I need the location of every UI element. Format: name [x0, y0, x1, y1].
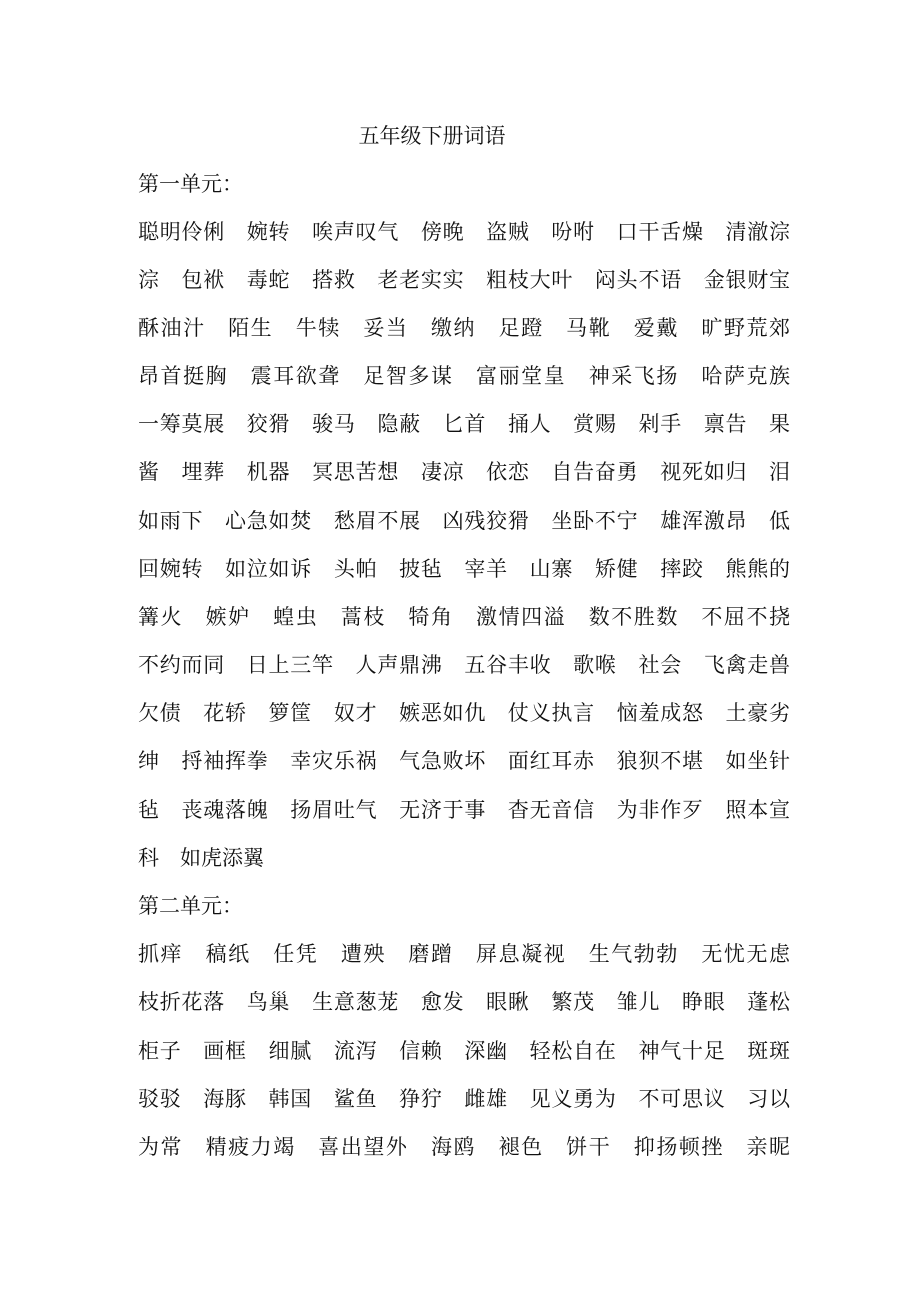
unit1-word-line: 酥油汁 陌生 牛犊 妥当 缴纳 足蹬 马靴 爱戴 旷野荒郊	[138, 316, 790, 340]
unit1-word-line: 科 如虎添翼	[138, 846, 264, 870]
unit2-word-line: 抓痒 稿纸 任凭 遭殃 磨蹭 屏息凝视 生气勃勃 无忧无虑	[138, 942, 790, 966]
unit1-word-line: 回婉转 如泣如诉 头帕 披毡 宰羊 山寨 矫健 摔跤 熊熊的	[138, 557, 790, 581]
unit2-word-line: 枝折花落 鸟巢 生意葱茏 愈发 眼瞅 繁茂 雏儿 睁眼 蓬松	[138, 990, 790, 1014]
unit1-word-line: 酱 埋葬 机器 冥思苦想 凄凉 依恋 自告奋勇 视死如归 泪	[138, 460, 790, 484]
unit2-heading: 第二单元：	[138, 894, 243, 918]
unit1-word-line: 聪明伶俐 婉转 唉声叹气 傍晚 盗贼 吩咐 口干舌燥 清澈淙	[138, 220, 790, 244]
unit2-word-line: 柜子 画框 细腻 流泻 信赖 深幽 轻松自在 神气十足 斑斑	[138, 1039, 790, 1063]
unit1-heading: 第一单元：	[138, 172, 243, 196]
unit1-word-line: 毡 丧魂落魄 扬眉吐气 无济于事 杳无音信 为非作歹 照本宣	[138, 798, 790, 822]
unit1-word-line: 欠债 花轿 箩筐 奴才 嫉恶如仇 仗义执言 恼羞成怒 土豪劣	[138, 701, 790, 725]
unit1-word-line: 淙 包袱 毒蛇 搭救 老老实实 粗枝大叶 闷头不语 金银财宝	[138, 268, 790, 292]
unit2-word-line: 驳驳 海豚 韩国 鲨鱼 狰狞 雌雄 见义勇为 不可思议 习以	[138, 1087, 790, 1111]
unit1-word-line: 不约而同 日上三竿 人声鼎沸 五谷丰收 歌喉 社会 飞禽走兽	[138, 653, 790, 677]
unit1-word-line: 篝火 嫉妒 蝗虫 蒿枝 犄角 激情四溢 数不胜数 不屈不挠	[138, 605, 790, 629]
document-title: 五年级下册词语	[358, 124, 506, 148]
unit2-word-line: 为常 精疲力竭 喜出望外 海鸥 褪色 饼干 抑扬顿挫 亲昵	[138, 1135, 790, 1159]
unit1-word-line: 如雨下 心急如焚 愁眉不展 凶残狡猾 坐卧不宁 雄浑激昂 低	[138, 509, 790, 533]
unit1-word-line: 一筹莫展 狡猾 骏马 隐蔽 匕首 捅人 赏赐 剁手 禀告 果	[138, 412, 790, 436]
unit1-word-line: 昂首挺胸 震耳欲聋 足智多谋 富丽堂皇 神采飞扬 哈萨克族	[138, 364, 790, 388]
unit1-word-line: 绅 捋袖挥拳 幸灾乐祸 气急败坏 面红耳赤 狼狈不堪 如坐针	[138, 749, 790, 773]
